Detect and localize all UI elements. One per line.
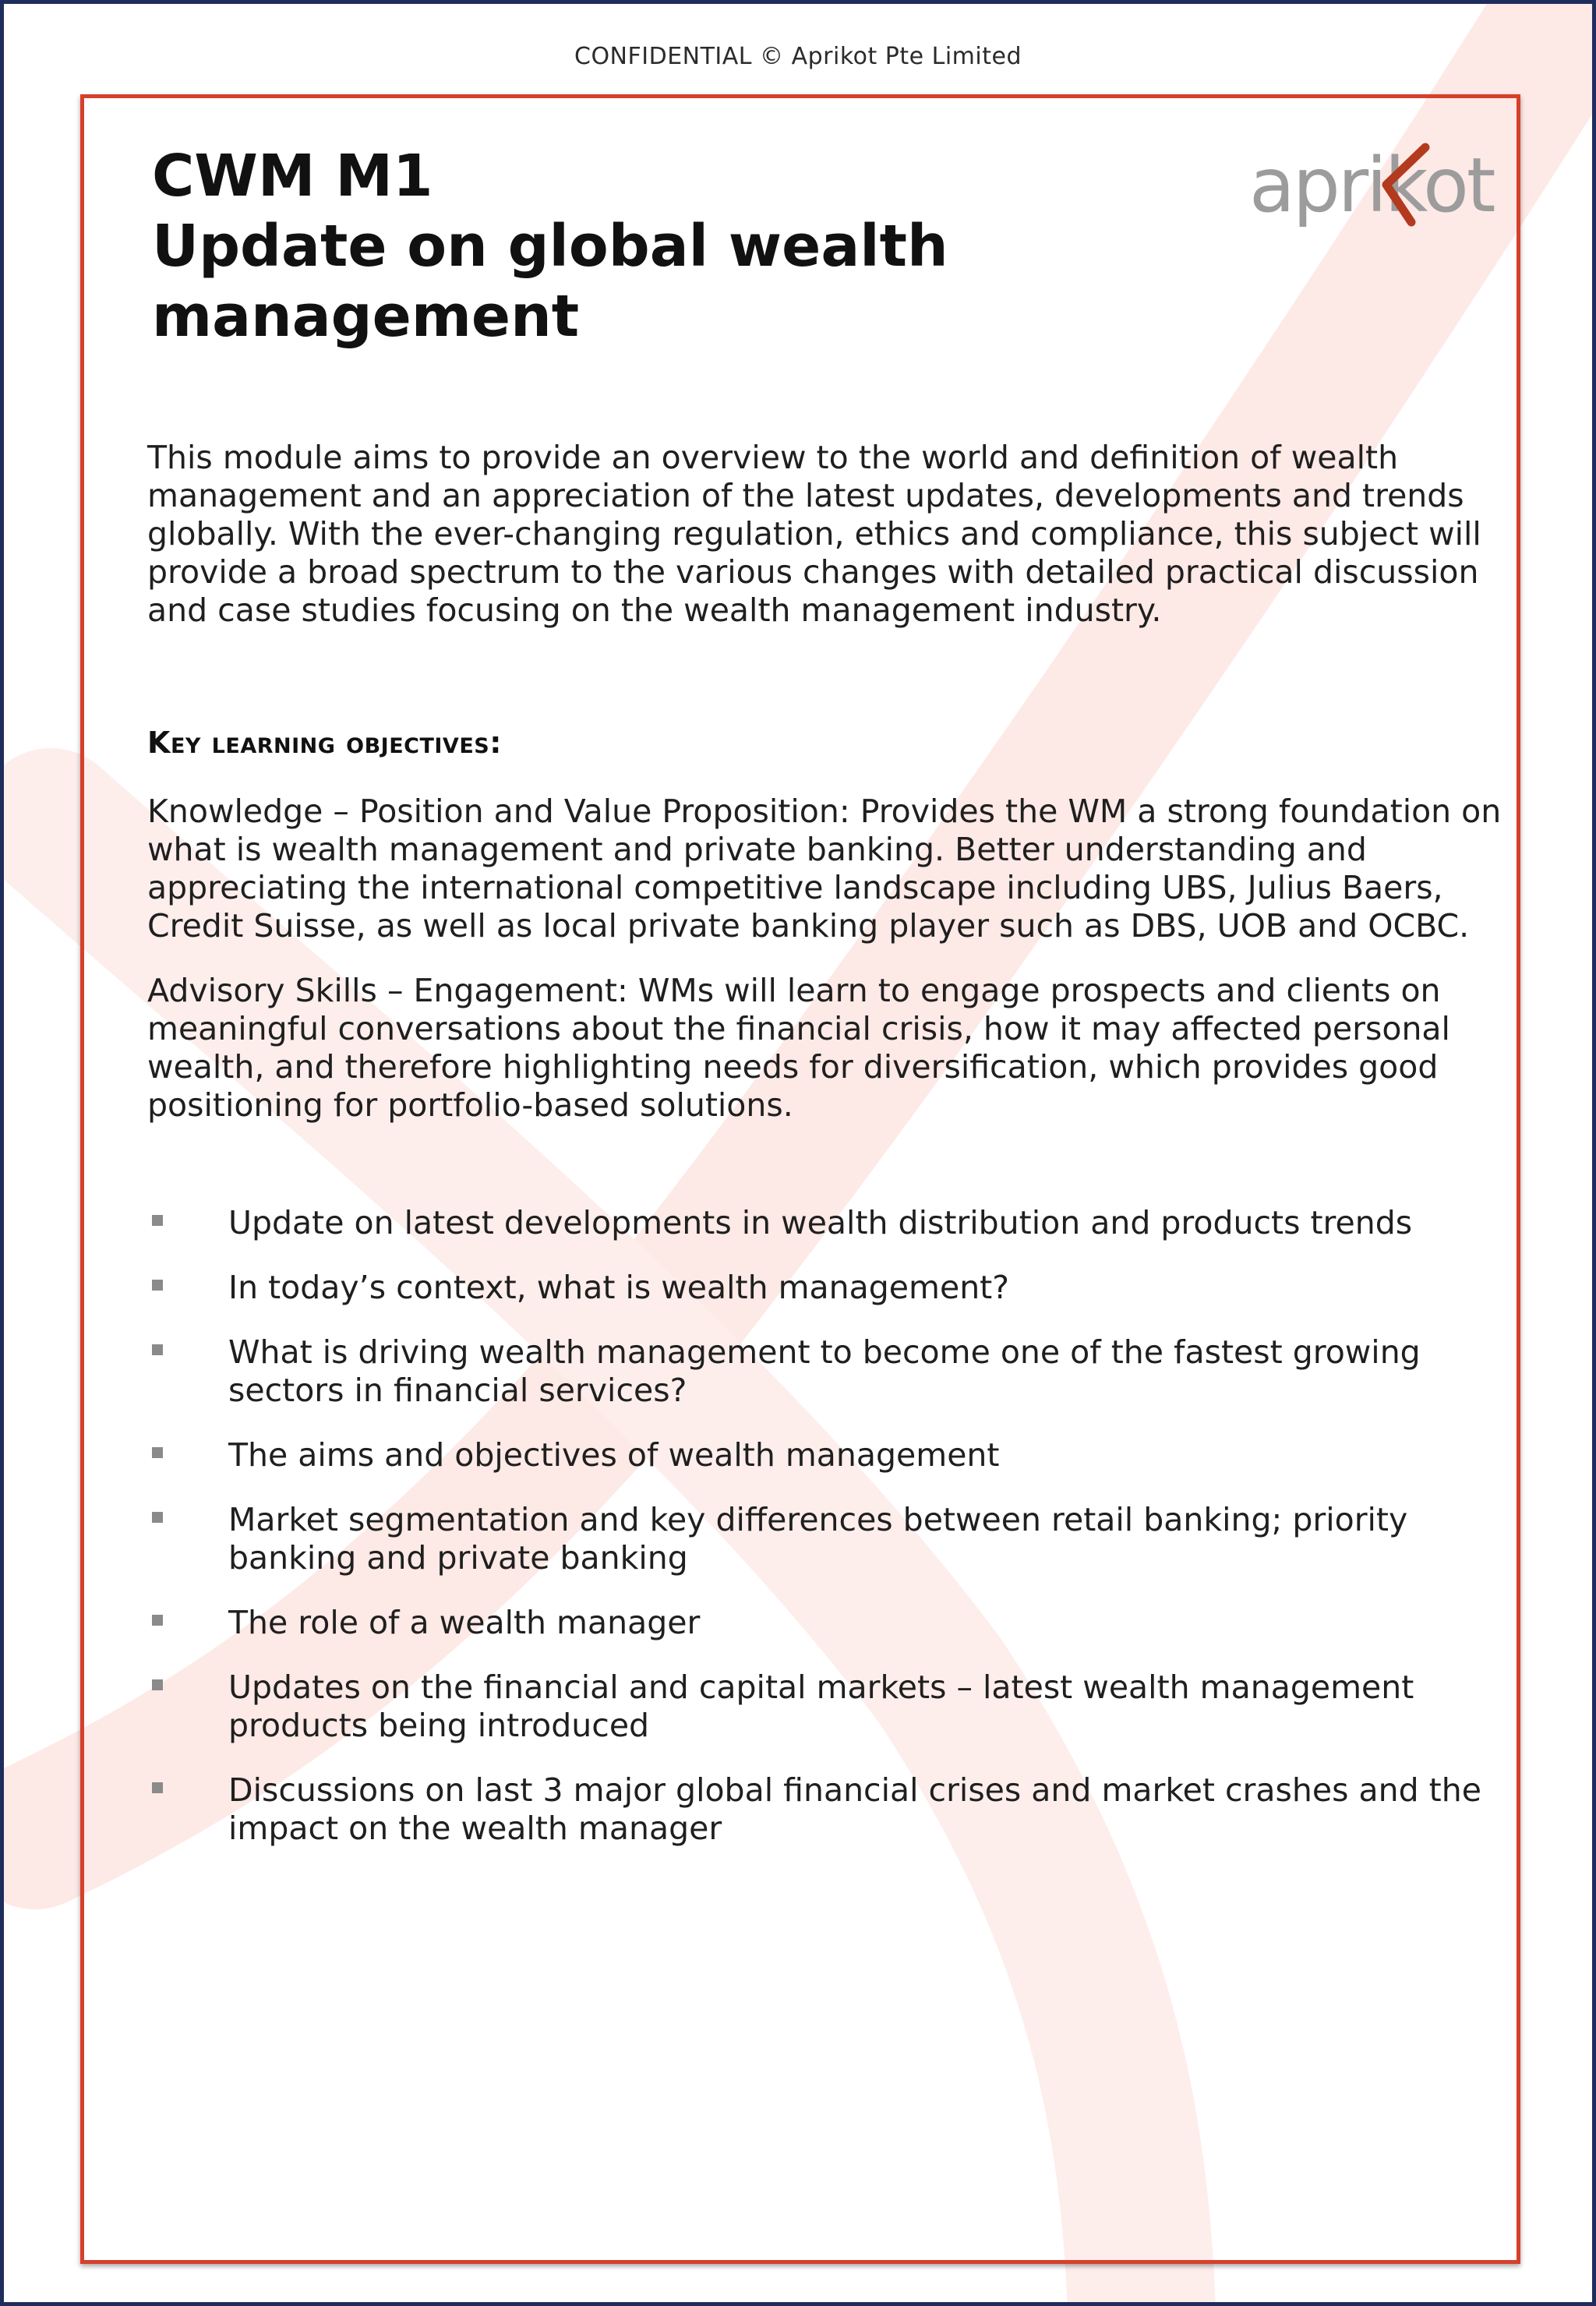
list-item-text: What is driving wealth management to become one of the fastest growing sectors in financial services?	[228, 1333, 1421, 1409]
list-item	[147, 1604, 1503, 1642]
list-item-text: Updates on the financial and capital markets – latest wealth management products being introduced	[228, 1669, 1414, 1744]
list-item-text: Discussions on last 3 major global financial crises and market crashes and the impact on the wealth manager	[228, 1771, 1481, 1847]
logo-text: aprikot	[1249, 142, 1494, 229]
logo-k-mark-icon	[1249, 135, 1483, 244]
square-bullet-icon	[152, 1782, 163, 1793]
aprikot-logo	[1249, 135, 1494, 244]
list-item-text: Market segmentation and key differences between retail banking; priority banking and private banking	[228, 1501, 1408, 1577]
list-item-text: The aims and objectives of wealth management	[228, 1436, 1000, 1474]
list-item	[147, 1204, 1503, 1242]
square-bullet-icon	[152, 1447, 163, 1458]
title-line-1: CWM M1	[152, 143, 433, 210]
objective-advisory-paragraph: Advisory Skills – Engagement: WMs will learn to engage prospects and clients on meaningful conversations about the financial crisis, how it may affected personal wealth, and therefore highlighting needs for diversification, which provides good positioning for portfolio-based solutions.	[147, 972, 1450, 1124]
objectives-heading: Key learning objectives:	[147, 726, 502, 760]
list-item	[147, 1669, 1503, 1745]
page-title	[152, 141, 948, 351]
confidential-header: CONFIDENTIAL © Aprikot Pte Limited	[574, 43, 1022, 70]
list-item	[147, 1436, 1503, 1474]
square-bullet-icon	[152, 1679, 163, 1690]
topics-list	[147, 1204, 1503, 1874]
content-frame	[80, 94, 1520, 2264]
list-item	[147, 1501, 1503, 1577]
square-bullet-icon	[152, 1344, 163, 1355]
square-bullet-icon	[152, 1215, 163, 1226]
objective-knowledge-paragraph: Knowledge – Position and Value Proposition: Provides the WM a strong foundation on what is wealth management and private banking. Better understanding and appreciating the international competitive landscape including UBS, Julius Baers, Credit Suisse, as well as local private banking player such as DBS, UOB and OCBC.	[147, 793, 1502, 945]
list-item	[147, 1269, 1503, 1307]
title-line-2: Update on global wealth	[152, 213, 948, 280]
list-item	[147, 1771, 1503, 1848]
square-bullet-icon	[152, 1512, 163, 1523]
title-line-3: management	[152, 283, 580, 350]
intro-paragraph: This module aims to provide an overview to the world and definition of wealth management and an appreciation of the latest updates, developments and trends globally. With the ever-changing regulation, ethics and compliance, this subject will provide a broad spectrum to the various changes with detailed practical discussion and case studies focusing on the wealth management industry.	[147, 439, 1481, 629]
square-bullet-icon	[152, 1280, 163, 1291]
list-item-text: In today’s context, what is wealth management?	[228, 1269, 1010, 1306]
list-item	[147, 1333, 1503, 1410]
list-item-text: The role of a wealth manager	[228, 1604, 701, 1641]
list-item-text: Update on latest developments in wealth distribution and products trends	[228, 1204, 1413, 1241]
square-bullet-icon	[152, 1615, 163, 1626]
